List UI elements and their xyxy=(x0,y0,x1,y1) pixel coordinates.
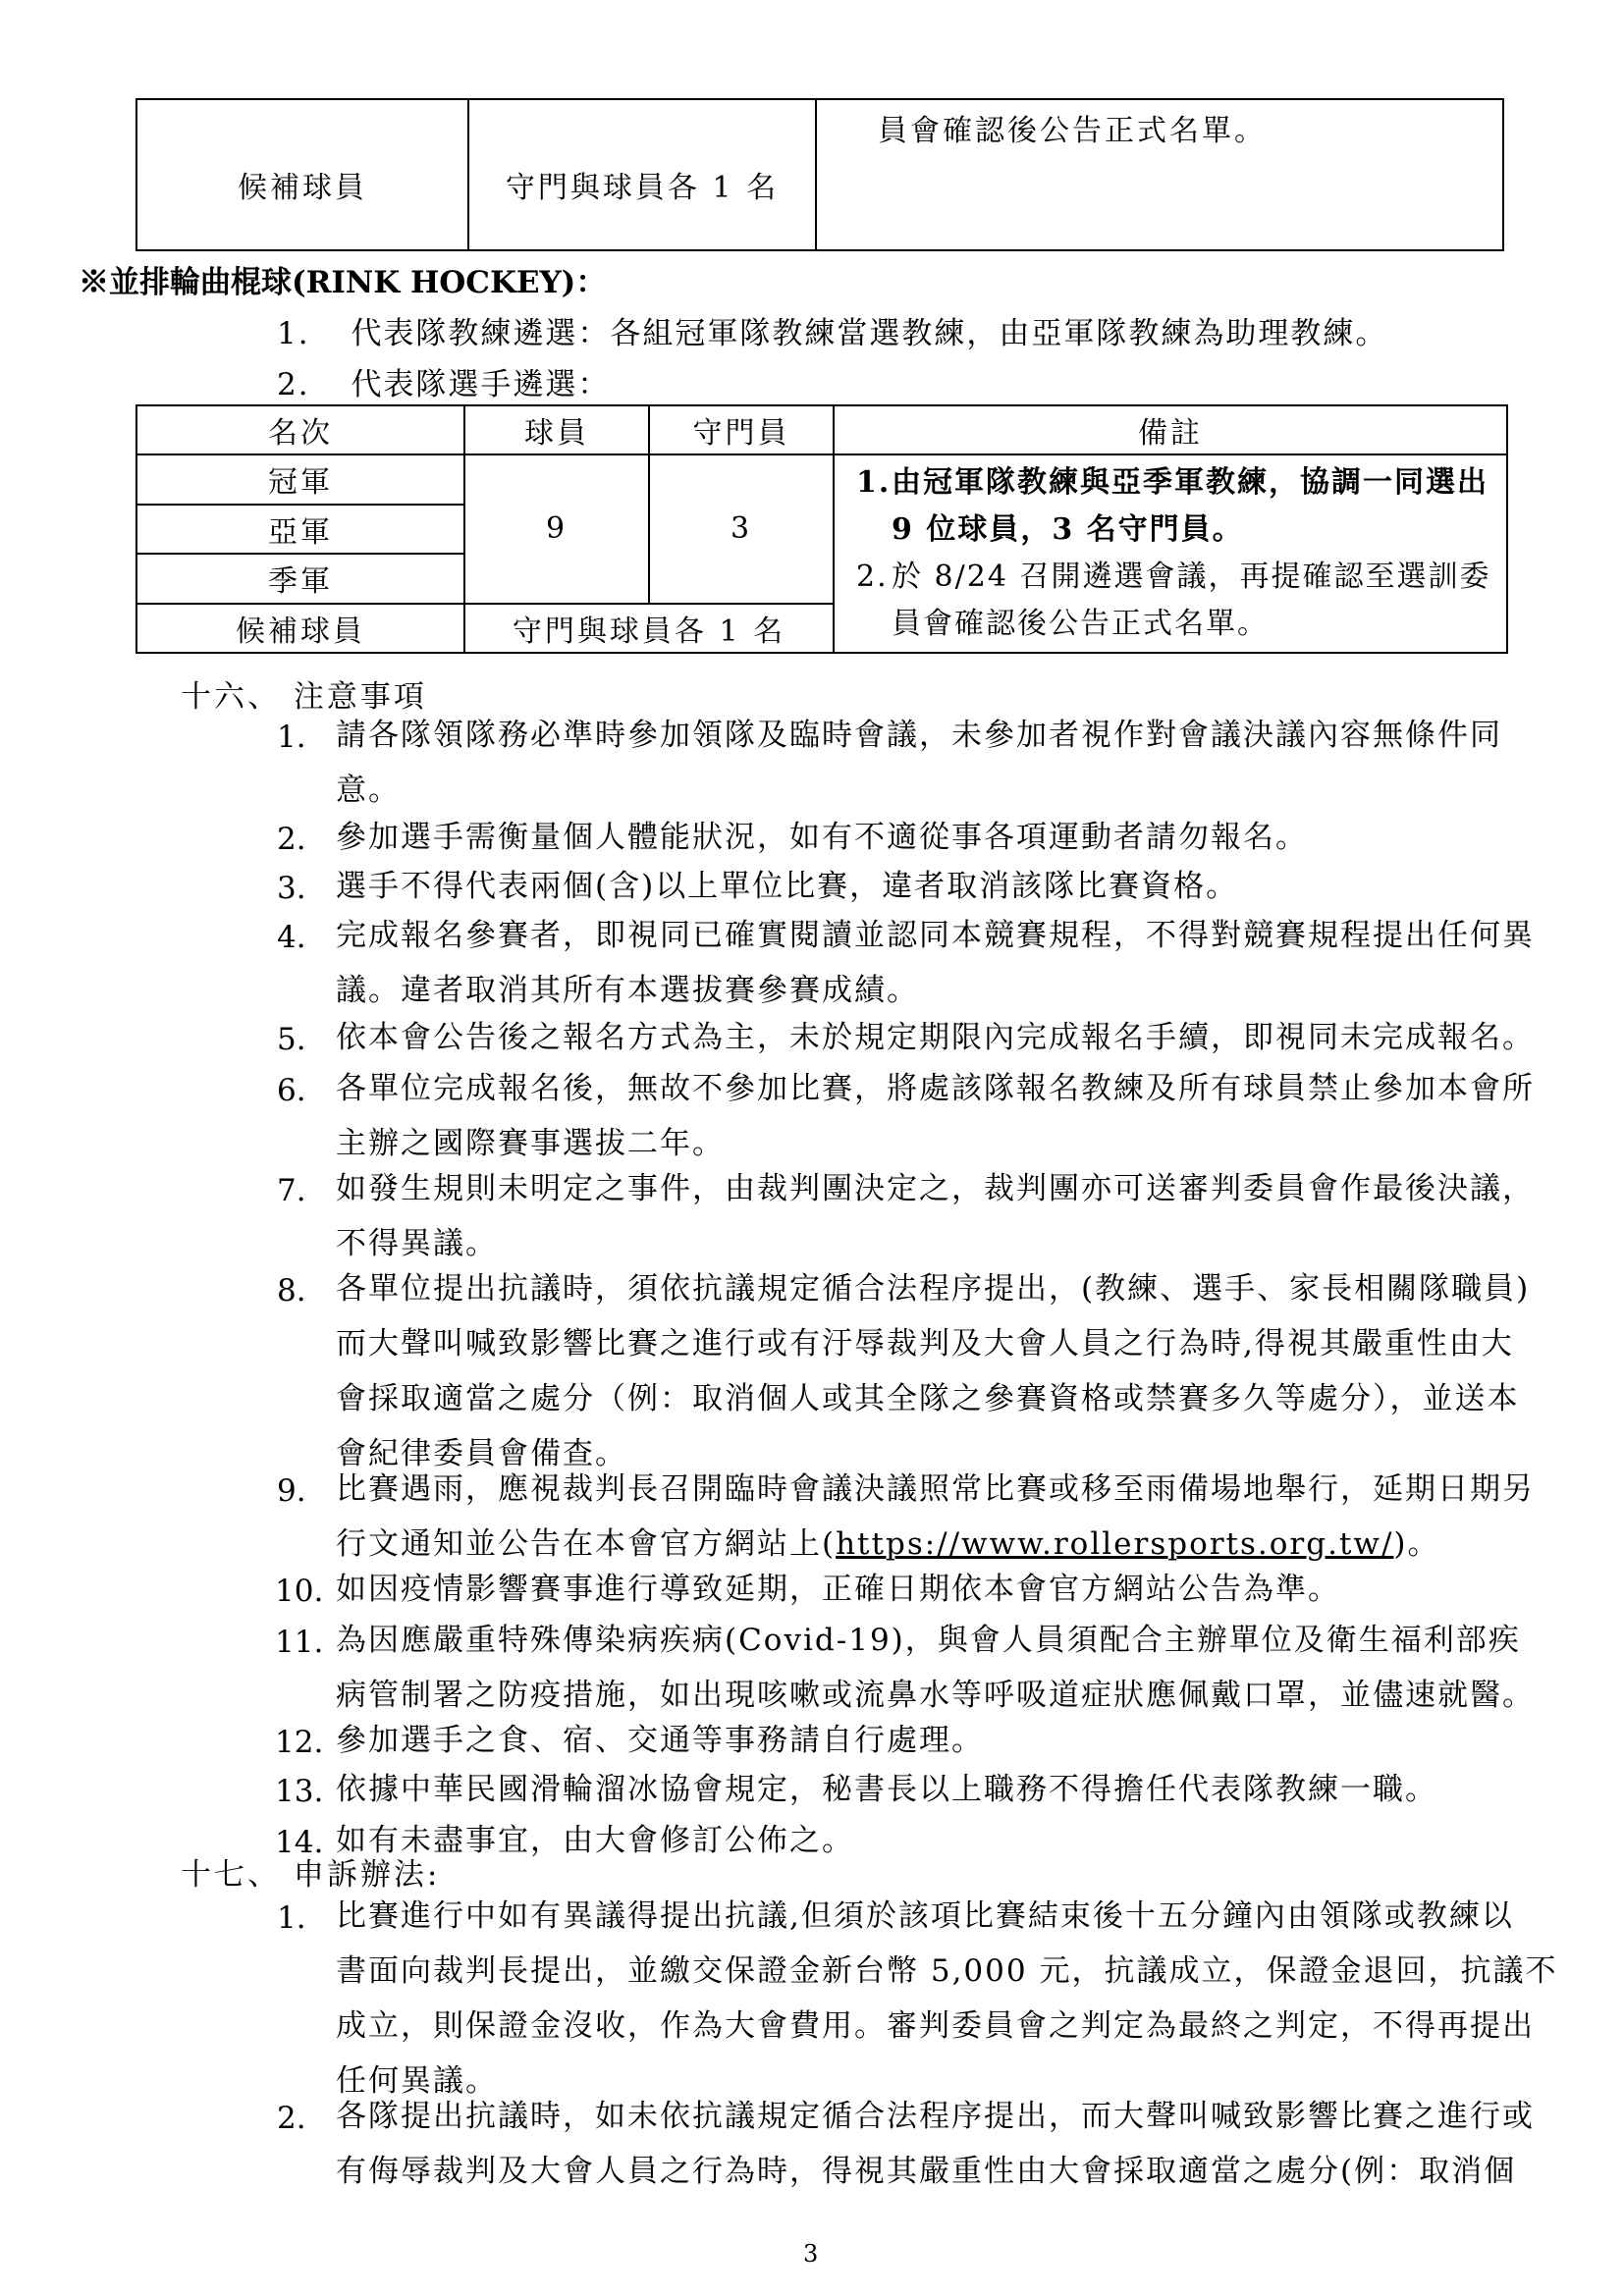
list-item-number: 8. xyxy=(277,1273,306,1308)
list-item-number: 11. xyxy=(275,1625,324,1660)
list-item xyxy=(336,814,1543,869)
list-item-line: 任何異議。 xyxy=(336,2063,498,2099)
list-item-number: 13. xyxy=(275,1774,324,1809)
list-item-line: 比賽遇雨，應視裁判長召開臨時會議決議照常比賽或移至雨備場地舉行，延期日期另 xyxy=(336,1471,1535,1507)
players-count: 9 xyxy=(464,454,649,604)
list-item-line: 比賽進行中如有異議得提出抗議,但須於該項比賽結束後十五分鐘內由領隊或教練以 xyxy=(336,1898,1514,1934)
list-item-line: 議。違者取消其所有本選拔賽參賽成績。 xyxy=(336,973,919,1008)
goalies-count: 3 xyxy=(649,454,834,604)
header-goalies: 守門員 xyxy=(649,405,834,454)
remark-cell xyxy=(816,99,1503,250)
list-item xyxy=(336,1566,1543,1621)
remarks-cell xyxy=(834,454,1507,653)
list-item-line: 完成報名參賽者，即視同已確實閱讀並認同本競賽規程，不得對競賽規程提出任何異 xyxy=(336,918,1535,953)
list-item-number: 9. xyxy=(277,1473,306,1509)
list-item xyxy=(336,1265,1543,1485)
rink-item-text: 代表隊選手遴選： xyxy=(351,367,611,402)
list-item xyxy=(336,1717,1543,1772)
list-item-number: 10. xyxy=(275,1574,324,1609)
list-item-line: 主辦之國際賽事選拔二年。 xyxy=(336,1126,725,1161)
list-item-line: 各隊提出抗議時，如未依抗議規定循合法程序提出，而大聲叫喊致影響比賽之進行或 xyxy=(336,2099,1535,2134)
list-item xyxy=(336,1893,1558,2112)
link-suffix: )。 xyxy=(1393,1526,1440,1562)
rink-hockey-heading: ※並排輪曲棍球(RINK HOCKEY)： xyxy=(79,265,607,300)
list-item xyxy=(336,1466,1543,1568)
list-item-line: 各單位提出抗議時，須依抗議規定循合法程序提出，(教練、選手、家長相關隊職員) xyxy=(336,1271,1531,1307)
reserve-value-cell: 守門與球員各 1 名 xyxy=(468,99,816,250)
list-item-number: 3. xyxy=(277,871,306,906)
rink-item-num: 2. xyxy=(277,367,310,402)
list-item-number: 12. xyxy=(275,1725,324,1760)
list-item-number: 14. xyxy=(275,1825,324,1860)
section17-heading: 十七、 申訴辦法: xyxy=(181,1857,441,1893)
remark-1: 1. 由冠軍隊教練與亞季軍教練，協調一同選出 9 位球員，3 名守門員。 xyxy=(856,465,1489,547)
list-item-number: 2. xyxy=(277,2101,306,2136)
list-item-line: 有侮辱裁判及大會人員之行為時，得視其嚴重性由大會採取適當之處分(例：取消個 xyxy=(336,2154,1517,2189)
list-item xyxy=(336,1065,1543,1175)
rank-champion: 冠軍 xyxy=(136,454,464,505)
list-item-line: 如有未盡事宜，由大會修訂公佈之。 xyxy=(336,1823,854,1858)
list-item-line: 成立，則保證金沒收，作為大會費用。審判委員會之判定為最終之判定，不得再提出 xyxy=(336,2008,1535,2044)
website-link[interactable]: https://www.rollersports.org.tw/ xyxy=(836,1526,1394,1562)
selection-table xyxy=(135,404,1508,654)
reserve-label-cell: 候補球員 xyxy=(136,99,468,250)
remark-text: 員會確認後公告正式名單。 xyxy=(878,114,1267,148)
list-item-line: 請各隊領隊務必準時參加領隊及臨時會議，未參加者視作對會議決議內容無條件同 xyxy=(336,718,1502,753)
list-item-line: 依本會公告後之報名方式為主，未於規定期限內完成報名手續，即視同未完成報名。 xyxy=(336,1020,1535,1055)
section16-heading: 十六、 注意事項 xyxy=(181,679,427,715)
header-players: 球員 xyxy=(464,405,649,454)
list-item-line: 參加選手需衡量個人體能狀況，如有不適從事各項運動者請勿報名。 xyxy=(336,820,1308,855)
list-item-line: 會採取適當之處分（例：取消個人或其全隊之參賽資格或禁賽多久等處分），並送本 xyxy=(336,1381,1520,1416)
list-item-line: 為因應嚴重特殊傳染病疾病(Covid-19)，與會人員須配合主辦單位及衛生福利部疾 xyxy=(336,1623,1521,1658)
list-item-number: 1. xyxy=(277,720,306,755)
list-item xyxy=(336,2093,1543,2203)
header-rank: 名次 xyxy=(136,405,464,454)
list-item-number: 7. xyxy=(277,1173,306,1208)
list-item-line: 參加選手之食、宿、交通等事務請自行處理。 xyxy=(336,1723,984,1758)
list-item-number: 6. xyxy=(277,1073,306,1108)
page-number: 3 xyxy=(803,2240,819,2268)
list-item xyxy=(336,1617,1543,1727)
reserve-value: 守門與球員各 1 名 xyxy=(464,604,834,654)
list-item-line: 病管制署之防疫措施，如出現咳嗽或流鼻水等呼吸道症狀應佩戴口罩，並儘速就醫。 xyxy=(336,1678,1535,1713)
list-item-number: 2. xyxy=(277,822,306,857)
list-item xyxy=(336,1165,1543,1275)
list-item-line: 如因疫情影響賽事進行導致延期，正確日期依本會官方網站公告為準。 xyxy=(336,1572,1340,1607)
list-item xyxy=(336,1766,1543,1821)
list-item-line xyxy=(336,1521,1543,1568)
reserve-label: 候補球員 xyxy=(136,604,464,654)
list-item xyxy=(336,912,1543,1022)
list-item-line: 各單位完成報名後，無故不參加比賽，將處該隊報名教練及所有球員禁止參加本會所 xyxy=(336,1071,1535,1106)
link-prefix: 行文通知並公告在本會官方網站上( xyxy=(336,1526,837,1562)
list-item-number: 5. xyxy=(277,1022,306,1057)
list-item-line: 會紀律委員會備查。 xyxy=(336,1436,627,1471)
rink-item-text: 代表隊教練遴選：各組冠軍隊教練當選教練，由亞軍隊教練為助理教練。 xyxy=(351,316,1388,351)
rink-item-2 xyxy=(277,359,610,403)
rank-third: 季軍 xyxy=(136,554,464,604)
rink-item-1 xyxy=(277,308,1387,352)
list-item-line: 如發生規則未明定之事件，由裁判團決定之，裁判團亦可送審判委員會作最後決議， xyxy=(336,1171,1535,1206)
list-item-line: 選手不得代表兩個(含)以上單位比賽，違者取消該隊比賽資格。 xyxy=(336,869,1239,904)
list-item xyxy=(336,1014,1543,1069)
remark-2: 2. 於 8/24 召開遴選會議，再提確認至選訓委員會確認後公告正式名單。 xyxy=(856,560,1491,641)
top-continuation-table xyxy=(135,98,1504,251)
header-remarks: 備註 xyxy=(834,405,1507,454)
list-item-line: 意。 xyxy=(336,773,401,808)
list-item-line: 書面向裁判長提出，並繳交保證金新台幣 5,000 元，抗議成立，保證金退回，抗議不 xyxy=(336,1953,1558,1989)
list-item-line: 不得異議。 xyxy=(336,1226,498,1261)
rink-item-num: 1. xyxy=(277,316,310,351)
list-item xyxy=(336,1817,1543,1872)
list-item xyxy=(336,863,1543,918)
list-item-line: 而大聲叫喊致影響比賽之進行或有汙辱裁判及大會人員之行為時,得視其嚴重性由大 xyxy=(336,1326,1514,1362)
list-item-line: 依據中華民國滑輪溜冰協會規定，秘書長以上職務不得擔任代表隊教練一職。 xyxy=(336,1772,1437,1807)
list-item-number: 4. xyxy=(277,920,306,955)
list-item xyxy=(336,712,1543,822)
rank-runner-up: 亞軍 xyxy=(136,505,464,555)
list-item-number: 1. xyxy=(277,1900,306,1936)
